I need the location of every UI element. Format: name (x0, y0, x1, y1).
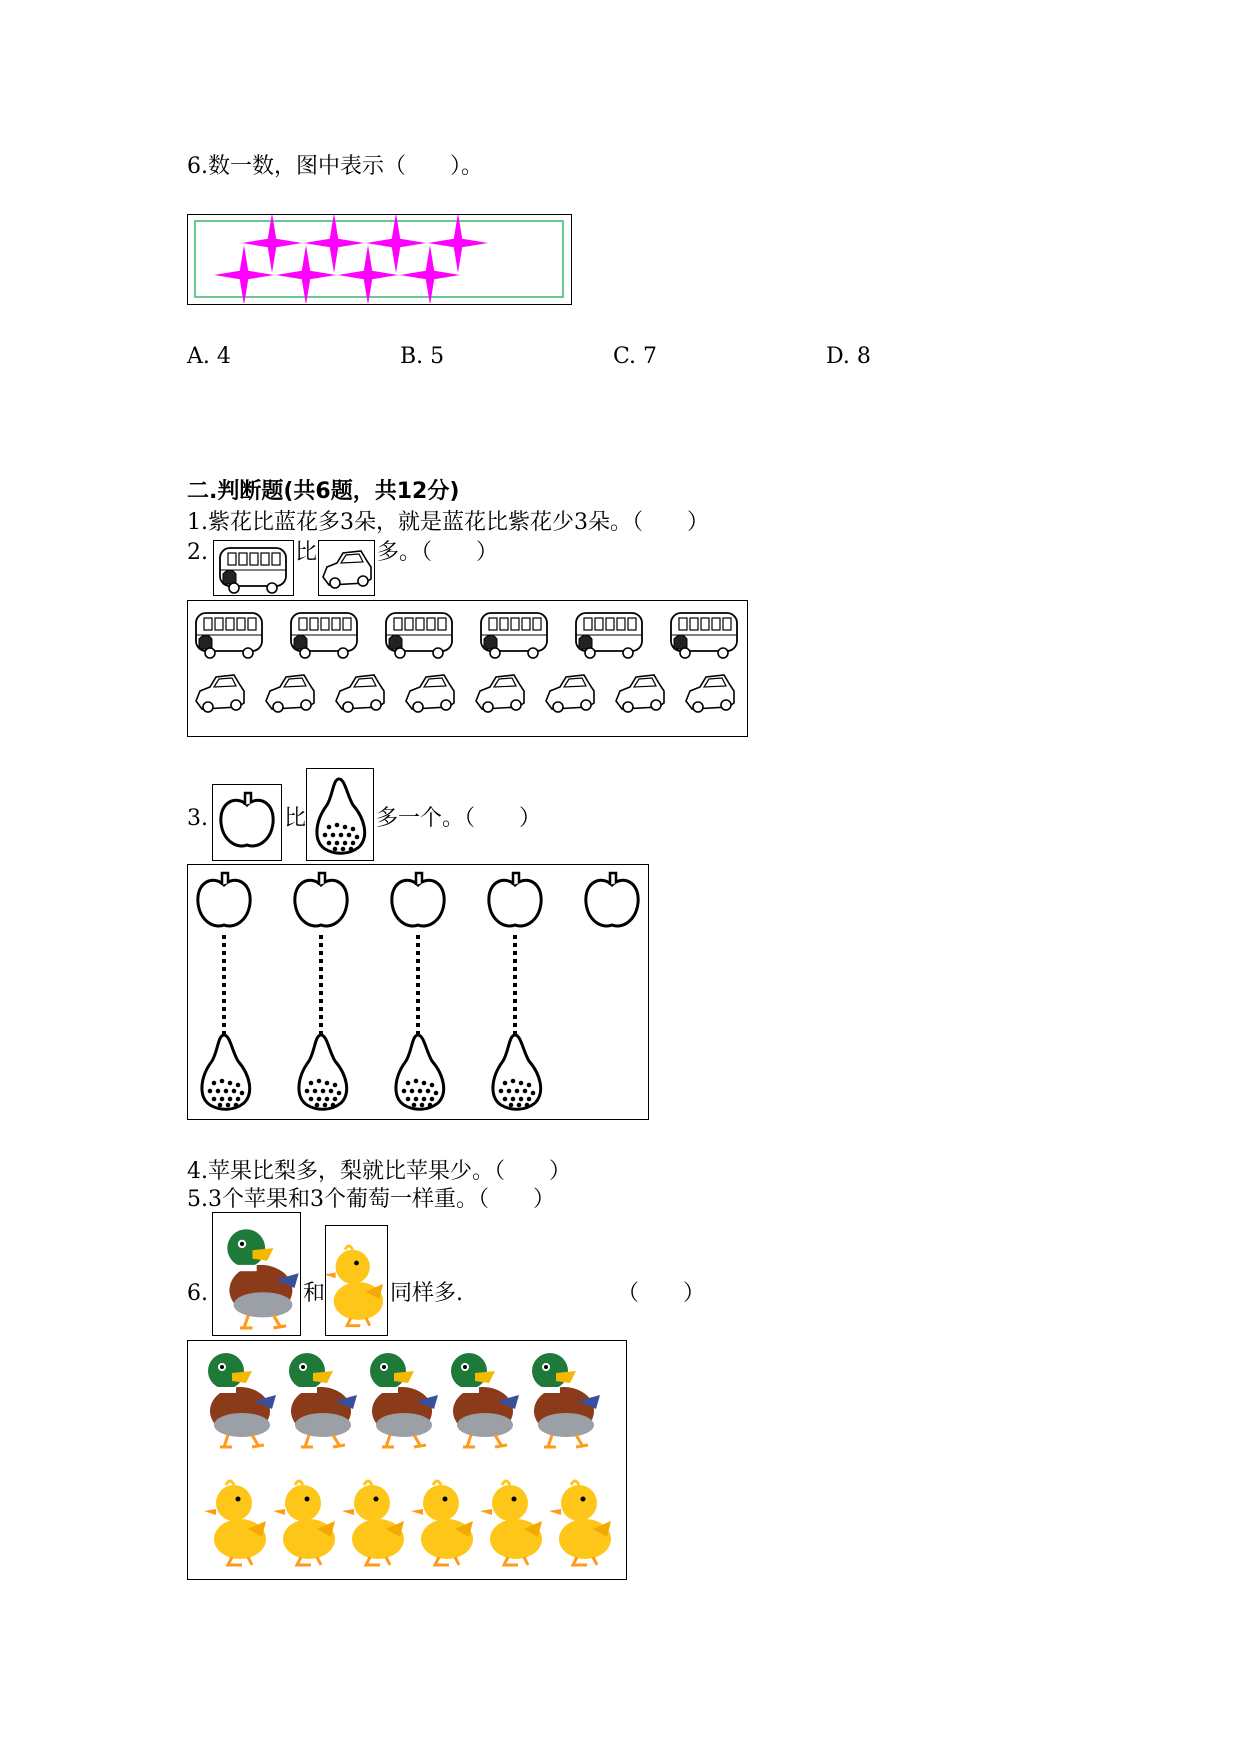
duckling-icon (204, 1481, 266, 1565)
section-heading: 二.判断题(共6题，共12分) (187, 479, 460, 504)
mallard-icon (370, 1353, 438, 1447)
apple-icon (213, 785, 280, 859)
mallard-icon-box (212, 1212, 301, 1336)
star-icon (304, 215, 364, 273)
q6-stem: 6.数一数，图中表示（ ）。 (187, 154, 483, 179)
duckling-icon (411, 1481, 473, 1565)
mallard-icon (289, 1353, 357, 1447)
tf-question-1: 1.紫花比蓝花多3朵，就是蓝花比紫花少3朵。（ ） (187, 510, 709, 535)
ducks-figure (187, 1340, 627, 1580)
apple-icon (295, 873, 347, 926)
car-icon (686, 675, 734, 712)
bus-car-figure (187, 600, 748, 737)
car-icon (476, 675, 524, 712)
car-icon (336, 675, 384, 712)
star-icon (366, 215, 426, 273)
apple-icon (198, 873, 250, 926)
pear-icon-box (306, 768, 374, 861)
pear-icon (307, 769, 372, 859)
ducks-svg (188, 1341, 625, 1578)
bus-icon (481, 613, 547, 658)
tf-q2-number: 2. (187, 540, 208, 565)
star-icon (242, 215, 302, 273)
duckling-icon (342, 1481, 404, 1565)
tf-question-5: 5.3个苹果和3个葡萄一样重。（ ） (187, 1187, 555, 1212)
mallard-icon (532, 1353, 600, 1447)
duckling-icon (480, 1481, 542, 1565)
fruit-svg (188, 865, 647, 1118)
tf-q3-compare: 比 (284, 806, 307, 831)
car-icon (616, 675, 664, 712)
green-frame (195, 221, 563, 297)
mallard-icon (213, 1213, 299, 1334)
bus-icon (291, 613, 357, 658)
star-icon (428, 215, 488, 273)
apple-icon (489, 873, 541, 926)
duckling-icon-box (325, 1225, 388, 1336)
car-icon-box (318, 540, 375, 596)
car-icon (546, 675, 594, 712)
star-icon (214, 245, 274, 303)
vehicles-svg (188, 601, 746, 735)
stars-svg (188, 215, 570, 303)
tf-q2-tail: 多。（ ） (377, 540, 499, 565)
bus-icon (386, 613, 452, 658)
pear-icon (202, 1035, 250, 1109)
duckling-icon (273, 1481, 335, 1565)
option-b[interactable]: B. 5 (400, 344, 445, 369)
apple-icon-box (212, 784, 282, 861)
tf-q6-compare: 和 (303, 1281, 326, 1306)
bus-icon (671, 613, 737, 658)
option-a[interactable]: A. 4 (187, 344, 231, 369)
car-icon (406, 675, 454, 712)
star-icon (276, 245, 336, 303)
stars-figure (187, 214, 572, 305)
car-icon (196, 675, 244, 712)
pear-icon (493, 1035, 541, 1109)
apple-icon (586, 873, 638, 926)
tf-q6-number: 6. (187, 1281, 208, 1306)
option-d[interactable]: D. 8 (826, 344, 871, 369)
apple-icon (392, 873, 444, 926)
duckling-icon (326, 1226, 386, 1334)
bus-icon (576, 613, 642, 658)
bus-icon-box (213, 540, 294, 596)
pear-icon (396, 1035, 444, 1109)
tf-question-4: 4.苹果比梨多，梨就比苹果少。（ ） (187, 1159, 571, 1184)
duckling-icon (549, 1481, 611, 1565)
tf-q2-compare: 比 (295, 540, 318, 565)
star-icon (338, 245, 398, 303)
car-icon (319, 541, 373, 594)
mallard-icon (208, 1353, 276, 1447)
bus-icon (196, 613, 262, 658)
pear-icon (299, 1035, 347, 1109)
tf-q3-tail: 多一个。（ ） (376, 806, 542, 831)
tf-q6-tail: 同样多. (390, 1281, 463, 1306)
apple-pear-figure (187, 864, 649, 1120)
option-c[interactable]: C. 7 (613, 344, 658, 369)
star-icon (400, 245, 460, 303)
bus-icon (214, 541, 292, 594)
mallard-icon (451, 1353, 519, 1447)
tf-q3-number: 3. (187, 806, 208, 831)
tf-q6-answer-paren[interactable]: （ ） (617, 1281, 706, 1306)
car-icon (266, 675, 314, 712)
